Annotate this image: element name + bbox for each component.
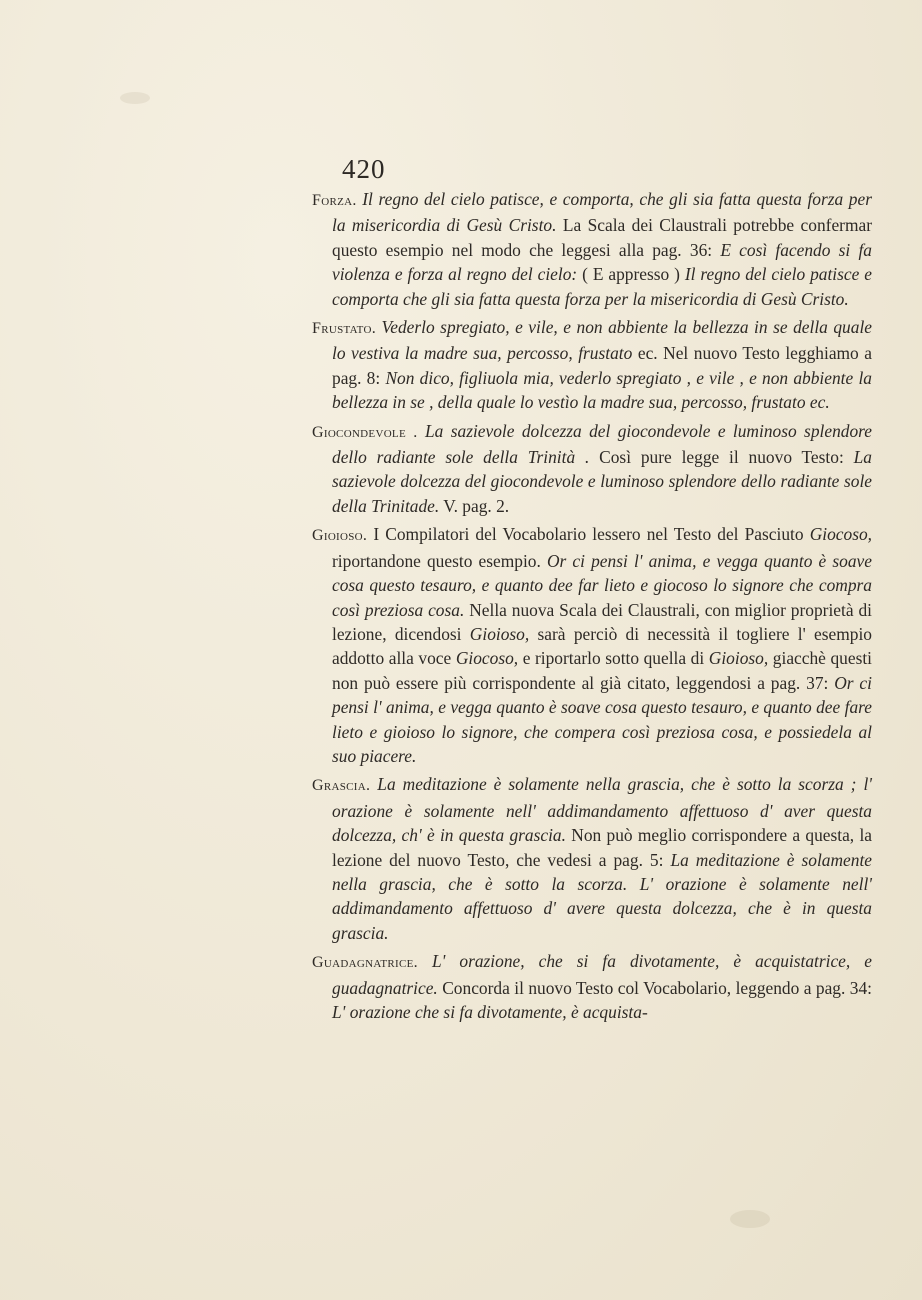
- quoted-citation: Or ci pensi l' anima, e vegga quanto è soave cosa questo tesauro, e quanto dee fare lieto e gioioso lo signore, che compera così preziosa cosa, e possiedela al suo piacere.: [332, 672, 872, 766]
- entry-headword: Giocondevole .: [312, 423, 418, 441]
- quoted-citation: La sazievole dolcezza del giocondevole e luminoso splendore dello radiante sole della Trinità .: [332, 420, 872, 468]
- paper-stain: [120, 92, 150, 104]
- quoted-citation: La meditazione è solamente nella grascia, che è sotto la scorza. L' orazione è solamente nell' addimandamento affettuoso d' avere questa dolcezza, che è in questa grascia.: [332, 849, 872, 943]
- commentary-text: sarà perciò di necessità il togliere l' esempio addotto alla voce: [332, 623, 872, 669]
- quoted-citation: La sazievole dolcezza del giocondevole e luminoso splendore dello radiante sole della Trinitade.: [332, 447, 872, 516]
- entry-headword: Guadagnatrice.: [312, 954, 418, 972]
- glossary-entry: [312, 772, 872, 945]
- commentary-text: e riportarlo sotto quella di: [522, 648, 705, 669]
- page-number: 420: [342, 154, 386, 184]
- quoted-citation: La meditazione è solamente nella grascia, che è sotto la scorza ; l' orazione è solamente nell' addimandamento affettuoso d' aver questa dolcezza, ch' è in questa grascia.: [332, 774, 873, 846]
- quoted-citation: E così facendo si fa violenza e forza al regno del cielo:: [332, 239, 872, 285]
- glossary-text: [312, 187, 872, 1028]
- commentary-text: I Compilatori del Vocabolario lessero nel Testo del Pasciuto: [373, 524, 804, 545]
- quoted-citation: Giocoso,: [455, 648, 519, 669]
- commentary-text: ( E appresso ): [582, 264, 680, 285]
- quoted-citation: Il regno del cielo patisce, e comporta, che gli sia fatta questa forza per la misericordia di Gesù Cristo.: [332, 189, 872, 236]
- quoted-citation: Gioioso,: [469, 623, 530, 644]
- quoted-citation: Giocoso,: [809, 524, 872, 545]
- glossary-entry: [312, 315, 872, 415]
- quoted-citation: Vederlo spregiato, e vile, e non abbiente la bellezza in se della quale lo vestiva la madre sua, percosso, frustato: [332, 317, 872, 364]
- quoted-citation: Gioioso,: [708, 648, 769, 669]
- glossary-entry: [312, 187, 872, 311]
- commentary-text: Così pure legge il nuovo Testo:: [599, 447, 844, 468]
- quoted-citation: L' orazione che si fa divotamente, è acquista-: [332, 1002, 648, 1022]
- entry-headword: Frustato.: [312, 320, 377, 338]
- commentary-text: La Scala dei Claustrali potrebbe confermar questo esempio nel modo che leggesi alla pag. 36:: [332, 215, 872, 260]
- quoted-citation: Or ci pensi l' anima, e vegga quanto è soave cosa questo tesauro, e quanto dee far lieto e giocoso lo signore che compra così preziosa cosa.: [332, 550, 872, 620]
- commentary-text: riportandone questo esempio.: [332, 550, 541, 571]
- glossary-entry: [312, 419, 872, 519]
- commentary-text: Non può meglio corrispondere a questa, la lezione del nuovo Testo, che vedesi a pag. 5:: [332, 825, 872, 870]
- paper-stain: [730, 1210, 770, 1228]
- commentary-text: Nella nuova Scala dei Claustrali, con miglior proprietà di lezione, dicendosi: [332, 599, 872, 644]
- glossary-entry: [312, 522, 872, 768]
- commentary-text: Concorda il nuovo Testo col Vocabolario, leggendo a pag. 34:: [442, 977, 872, 998]
- entry-headword: Grascia.: [312, 777, 371, 795]
- commentary-text: V. pag. 2.: [443, 495, 510, 516]
- glossary-entry: [312, 949, 872, 1024]
- commentary-text: ec. Nel nuovo Testo legghiamo a pag. 8:: [332, 343, 872, 388]
- quoted-citation: L' orazione, che si fa divotamente, è acquistatrice, e guadagnatrice.: [332, 951, 872, 998]
- commentary-text: giacchè questi non può essere più corrispondente al già citato, leggendosi a pag. 37:: [332, 648, 873, 693]
- entry-headword: Gioioso.: [312, 527, 368, 545]
- quoted-citation: Il regno del cielo patisce e comporta che gli sia fatta questa forza per la misericordia di Gesù Cristo.: [332, 264, 872, 309]
- quoted-citation: Non dico, figliuola mia, vederlo spregiato , e vile , e non abbiente la bellezza in se , della quale lo vestìo la madre sua, percosso, frustato ec.: [332, 367, 872, 413]
- entry-headword: Forza.: [312, 192, 357, 209]
